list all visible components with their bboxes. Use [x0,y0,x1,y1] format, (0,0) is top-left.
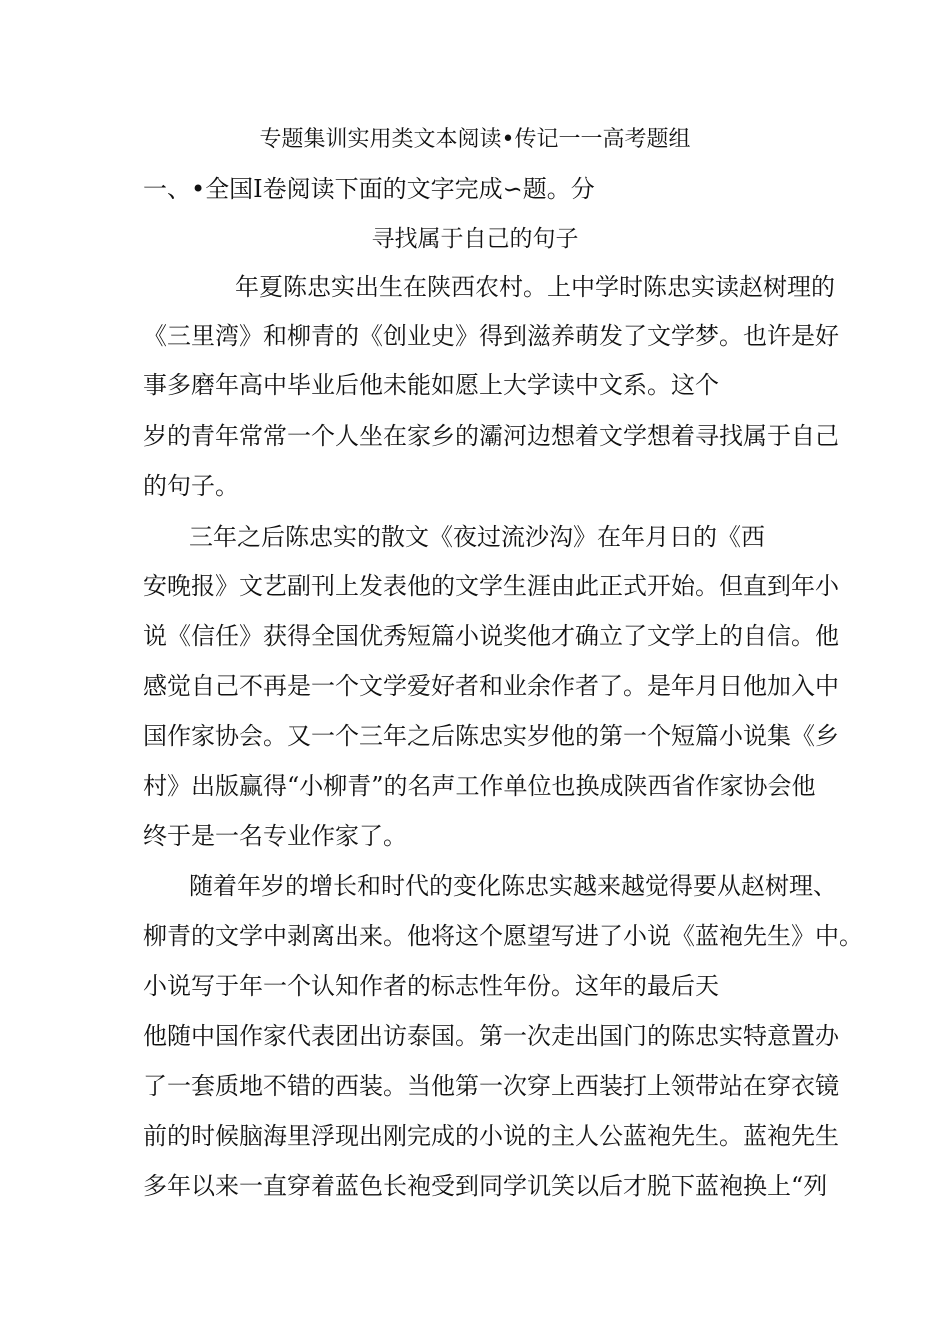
document-title: 专题集训实用类文本阅读•传记一一高考题组 [259,127,691,152]
body-line: 年夏陈忠实出生在陕西农村。上中学时陈忠实读赵树理的 [235,273,835,301]
section-heading: 一、•全国I卷阅读下面的文字完成∽题。分 [143,175,595,203]
body-line: 村》出版赢得“小柳青”的名声工作单位也换成陕西省作家协会他 [143,772,816,800]
body-line: 小说写于年一个认知作者的标志性年份。这年的最后天 [143,972,719,1000]
body-line: 前的时候脑海里浮现出刚完成的小说的主人公蓝袍先生。蓝袍先生 [143,1122,839,1150]
body-line: 的句子。 [143,472,239,500]
article-title: 寻找属于自己的句子 [371,226,579,252]
body-line: 《三里湾》和柳青的《创业史》得到滋养萌发了文学梦。也许是好 [143,322,839,350]
body-line: 多年以来一直穿着蓝色长袍受到同学讥笑以后才脱下蓝袍换上“列 [143,1172,828,1200]
body-line: 三年之后陈忠实的散文《夜过流沙沟》在年月日的《西 [189,523,765,551]
body-line: 岁的青年常常一个人坐在家乡的灞河边想着文学想着寻找属于自己 [143,422,839,450]
body-line: 事多磨年高中毕业后他未能如愿上大学读中文系。这个 [143,371,719,399]
body-line: 他随中国作家代表团出访泰国。第一次走出国门的陈忠实特意置办 [143,1022,839,1050]
body-line: 随着年岁的增长和时代的变化陈忠实越来越觉得要从赵树理、 [189,872,837,900]
body-line: 国作家协会。又一个三年之后陈忠实岁他的第一个短篇小说集《乡 [143,722,839,750]
body-line: 感觉自己不再是一个文学爱好者和业余作者了。是年月日他加入中 [143,672,839,700]
body-line: 终于是一名专业作家了。 [143,822,407,850]
body-line: 了一套质地不错的西装。当他第一次穿上西装打上领带站在穿衣镜 [143,1072,839,1100]
body-line: 安晚报》文艺副刊上发表他的文学生涯由此正式开始。但直到年小 [143,572,839,600]
body-line: 柳青的文学中剥离出来。他将这个愿望写进了小说《蓝袍先生》中。 [143,922,863,950]
body-line: 说《信任》获得全国优秀短篇小说奖他才确立了文学上的自信。他 [143,622,839,650]
